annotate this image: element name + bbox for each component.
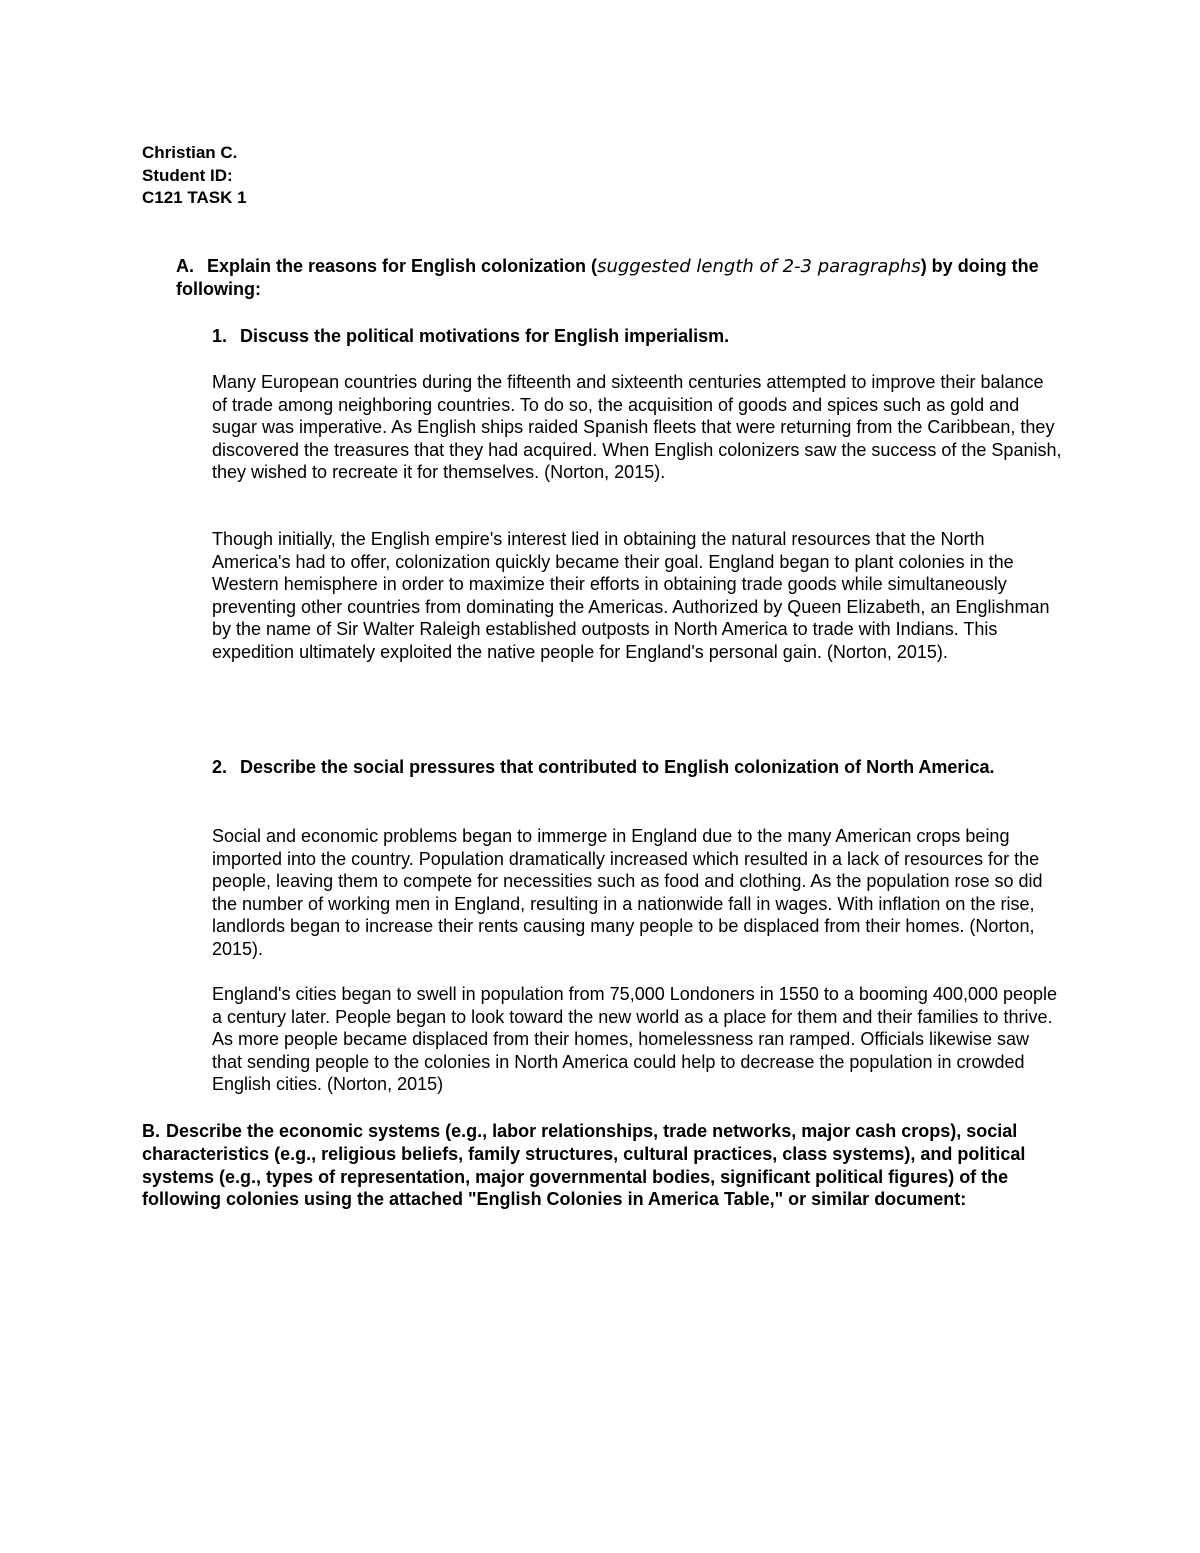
- question-1-number: 1.: [212, 326, 228, 346]
- section-b-heading: [142, 1120, 1062, 1211]
- student-name: Christian C.: [142, 143, 238, 162]
- question-1-paragraph-1: Many European countries during the fifteenth and sixteenth centuries attempted to improve their balance of trade among neighboring countries. To do so, the acquisition of goods and spices such as gold and sugar was imperative. As English ships raided Spanish fleets that were returning from the Caribbean, they discovered the treasures that they had acquired. When English colonizers saw the success of the Spanish, they wished to recreate it for themselves. (Norton, 2015).: [212, 372, 1062, 483]
- section-b-letter: B.: [142, 1121, 160, 1141]
- section-a-suggested-length: suggested length of 2-3 paragraphs: [597, 256, 921, 277]
- question-1-text: Discuss the political motivations for English imperialism.: [240, 326, 730, 346]
- section-a-heading: [176, 255, 1076, 301]
- question-2-paragraph-1: Social and economic problems began to immerge in England due to the many American crops being imported into the country. Population dramatically increased which resulted in a lack of resources for the people, leaving them to compete for necessities such as food and clothing. As the population rose so did the number of working men in England, resulting in a nationwide fall in wages. With inflation on the rise, landlords began to increase their rents causing many people to be displaced from their homes. (Norton, 2015).: [212, 826, 1043, 959]
- section-b-text: Describe the economic systems (e.g., labor relationships, trade networks, major cash crops), social characteristics (e.g., religious beliefs, family structures, cultural practices, class systems), and political systems (e.g., types of representation, major governmental bodies, significant political figures) of the following colonies using the attached "English Colonies in America Table," or similar document:: [142, 1121, 1026, 1210]
- question-1-paragraph-2: Though initially, the English empire's interest lied in obtaining the natural resources that the North America's had to offer, colonization quickly became their goal. England began to plant colonies in the Western hemisphere in order to maximize their efforts in obtaining trade goods while simultaneously preventing other countries from dominating the Americas. Authorized by Queen Elizabeth, an Englishman by the name of Sir Walter Raleigh established outposts in North America to trade with Indians. This expedition ultimately exploited the native people for England's personal gain. (Norton, 2015).: [212, 529, 1050, 662]
- question-2-paragraph-2: England's cities began to swell in population from 75,000 Londoners in 1550 to a booming 400,000 people a century later. People began to look toward the new world as a place for them and their families to thrive. As more people became displaced from their homes, homelessness ran ramped. Officials likewise saw that sending people to the colonies in North America could help to decrease the population in crowded English cities. (Norton, 2015): [212, 984, 1058, 1095]
- student-id-label: Student ID:: [142, 165, 233, 185]
- section-a-heading-tail: ) by doing the following:: [176, 256, 1039, 299]
- section-a-heading-text: Explain the reasons for English colonization (: [207, 256, 598, 276]
- question-2-heading: [212, 756, 1072, 779]
- task-title: C121 TASK 1: [142, 188, 247, 207]
- question-1-heading: [212, 325, 1072, 348]
- question-2-number: 2.: [212, 757, 228, 777]
- question-2-text: Describe the social pressures that contributed to English colonization of North America.: [240, 757, 995, 777]
- section-a-letter: A.: [176, 256, 194, 276]
- document-header: [142, 142, 247, 210]
